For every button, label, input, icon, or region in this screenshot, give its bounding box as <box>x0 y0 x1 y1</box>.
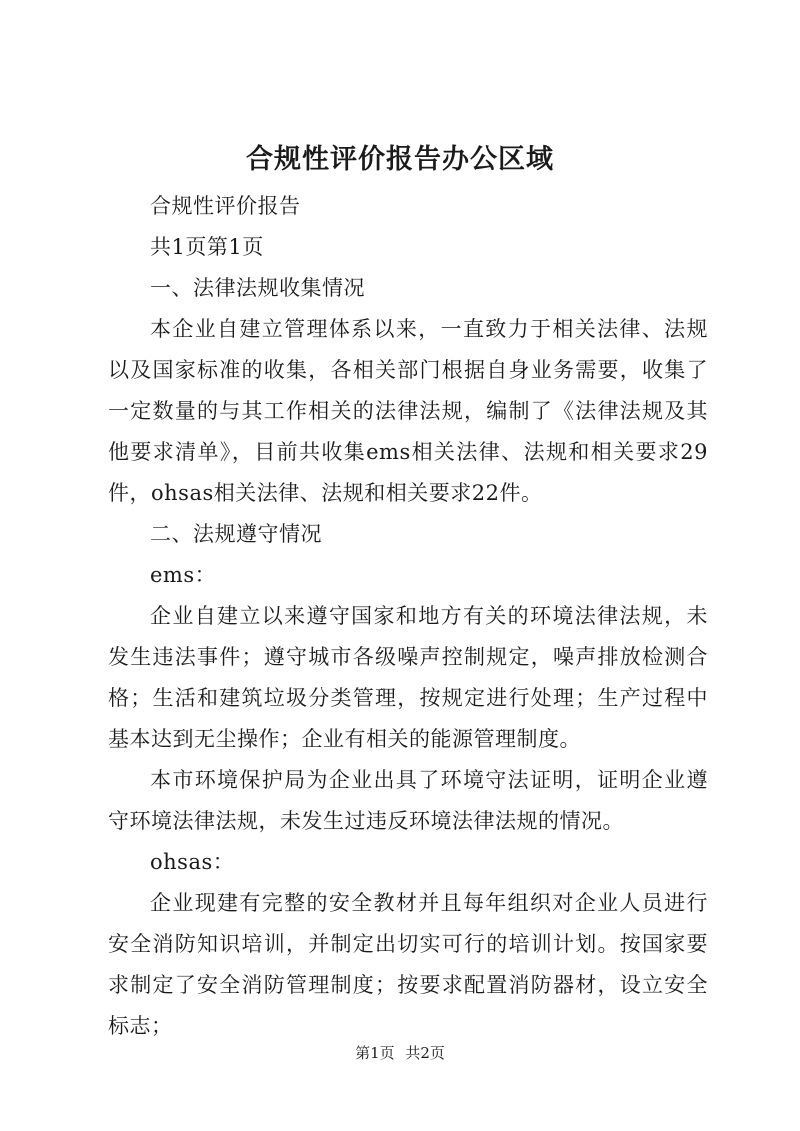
ohsas-paragraph: 企业现建有完整的安全教材并且每年组织对企业人员进行安全消防知识培训，并制定出切实可行的培训计划。按国家要求制定了安全消防管理制度；按要求配置消防器材，设立安全标志； <box>108 891 708 1038</box>
ohsas-label: ohsas： <box>150 850 235 874</box>
footer-total-pages: 共2页 <box>405 1044 445 1062</box>
environment-certificate-paragraph: 本市环境保护局为企业出具了环境守法证明，证明企业遵守环境法律法规，未发生过违反环境法律法规的情况。 <box>108 768 708 833</box>
section-heading-compliance: 二、法规遵守情况 <box>150 522 322 546</box>
subtitle-paragraph: 合规性评价报告 <box>150 194 301 218</box>
section-heading-collection: 一、法律法规收集情况 <box>150 276 365 300</box>
footer-page-number: 第1页 <box>355 1044 395 1062</box>
page-count-paragraph: 共1页第1页 <box>150 235 264 259</box>
document-body <box>108 186 708 1047</box>
ems-label: ems： <box>150 563 217 587</box>
document-title: 合规性评价报告办公区域 <box>246 144 554 175</box>
collection-paragraph: 本企业自建立管理体系以来，一直致力于相关法律、法规以及国家标准的收集，各相关部门根据自身业务需要，收集了一定数量的与其工作相关的法律法规，编制了《法律法规及其他要求清单》，目前共收集ems相关法律、法规和相关要求29件，ohsas相关法律、法规和相关要求22件。 <box>108 317 708 505</box>
ems-paragraph: 企业自建立以来遵守国家和地方有关的环境法律法规，未发生违法事件；遵守城市各级噪声控制规定，噪声排放检测合格；生活和建筑垃圾分类管理，按规定进行处理；生产过程中基本达到无尘操作；企业有相关的能源管理制度。 <box>108 604 708 751</box>
page-footer <box>0 1043 800 1063</box>
